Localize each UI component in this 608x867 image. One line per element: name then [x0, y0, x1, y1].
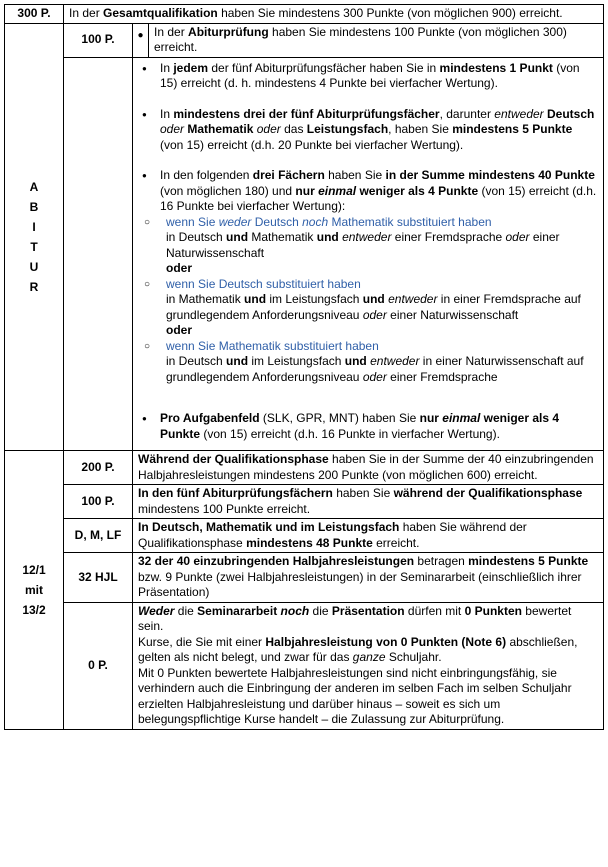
row-gesamtqualifikation: [5, 5, 604, 24]
abitur-details-cell: [133, 57, 604, 451]
para-kurse-0-punkte: Kurse, die Sie mit einer Halbjahresleistung von 0 Punkten (Note 6) abschließen, gelten als nicht belegt, und zwar für das ganze Schuljahr.: [138, 634, 578, 664]
label-0p: 0 P.: [64, 602, 133, 729]
option-mathematik-substituiert: ○ wenn Sie Mathematik substituiert haben in Deutsch und im Leistungsfach und entweder in einer Naturwissenschaft auf grundlegendem Anforderungsniveau oder einer Fremdsprache: [138, 339, 598, 386]
abitur-side-label: A B I T U R: [5, 23, 64, 451]
label-200p: 200 P.: [64, 451, 133, 485]
row-qphase-200p: [5, 451, 604, 485]
empty-label-cell: [64, 57, 133, 451]
list-item-min-1-punkt: ● In jedem der fünf Abiturprüfungsfächer haben Sie in mindestens 1 Punkt (von 15) erreicht (d. h. mindestens 4 Punkte bei vierfacher Wertung).: [138, 61, 598, 92]
text-abiturpruefung: In der Abiturprüfung haben Sie mindestens 100 Punkte (von möglichen 300) erreicht.: [149, 23, 604, 57]
bullet-marker: ●: [133, 23, 149, 57]
row-qphase-dml: [5, 519, 604, 553]
list-item-aufgabenfeld: ● Pro Aufgabenfeld (SLK, GPR, MNT) haben Sie nur einmal weniger als 4 Punkte (von 15) erreicht (d.h. 16 Punkte in vierfacher Wertung).: [138, 411, 598, 442]
label-d-m-lf: D, M, LF: [64, 519, 133, 553]
text-200p: Während der Qualifikationsphase haben Sie in der Summe der 40 einzubringenden Halbjahresleistungen mindestens 200 Punkte (von möglichen 600) erreicht.: [133, 451, 604, 485]
row-abitur-details: [5, 57, 604, 451]
row-abitur-100p: [5, 23, 604, 57]
label-qphase-100p: 100 P.: [64, 485, 133, 519]
row-qphase-100p: [5, 485, 604, 519]
label-300p: 300 P.: [5, 5, 64, 24]
para-einbringung: Mit 0 Punkten bewertete Halbjahresleistungen sind nicht einbringungsfähig, sie verhindern auch die Einbringung der anderen im selben Fach im selben Schuljahr erzielten Halbjahresleistung und darüber hinaus – soweit es sich um belegungspflichtige Kurse handelt – die Zulassung zur Abiturprüfung.: [138, 665, 572, 726]
requirements-table: [4, 4, 604, 730]
text-gesamtqualifikation: In der Gesamtqualifikation haben Sie mindestens 300 Punkte (von möglichen 900) erreicht.: [64, 5, 604, 24]
label-abitur-100p: 100 P.: [64, 23, 133, 57]
label-32-hjl: 32 HJL: [64, 553, 133, 603]
para-seminararbeit: Weder die Seminararbeit noch die Präsentation dürfen mit 0 Punkten bewertet sein.: [138, 603, 572, 633]
text-32-hjl: 32 der 40 einzubringenden Halbjahresleistungen betragen mindestens 5 Punkte bzw. 9 Punkte (zwei Halbjahresleistungen) in der Seminararbeit (einschließlich ihrer Präsentation): [133, 553, 604, 603]
text-d-m-lf: In Deutsch, Mathematik und im Leistungsfach haben Sie während der Qualifikationsphase mindestens 48 Punkte erreicht.: [133, 519, 604, 553]
text-0p: [133, 602, 604, 729]
row-qphase-0p: [5, 602, 604, 729]
list-item-drei-faecher: ● In den folgenden drei Fächern haben Sie in der Summe mindestens 40 Punkte (von möglichen 180) und nur einmal weniger als 4 Punkte (von 15) erreicht (d.h. 16 Punkte bei vierfacher Wertung): ○ wenn Sie weder Deutsch noch Mathematik substituiert haben in Deutsch und Mathematik und entweder einer Fremdsprache oder einer Naturwissenschaft oder ○ wenn Sie Deutsch substituiert haben in Mathematik und im Leistungsfach und entweder in einer Fremdsprache auf grundlegendem Anforderungsniveau oder einer Naturwissenschaft oder ○ wenn Sie Mathematik substituiert haben in Deutsch und im Leistungsfach und entweder in einer Naturwissenschaft auf grundlegendem Anforderungsniveau oder einer Fremdsprache: [138, 168, 598, 385]
row-qphase-32hjl: [5, 553, 604, 603]
text-qphase-100p: In den fünf Abiturprüfungsfächern haben Sie während der Qualifikationsphase mindestens 100 Punkte erreicht.: [133, 485, 604, 519]
list-item-min-5-punkte: ● In mindestens drei der fünf Abiturprüfungsfächer, darunter entweder Deutsch oder Mathematik oder das Leistungsfach, haben Sie mindestens 5 Punkte (von 15) erreicht (d.h. 20 Punkte bei vierfacher Wertung).: [138, 107, 598, 154]
qphase-side-label: 12/1 mit 13/2: [5, 451, 64, 730]
option-deutsch-substituiert: ○ wenn Sie Deutsch substituiert haben in Mathematik und im Leistungsfach und entweder in einer Fremdsprache auf grundlegendem Anforderungsniveau oder einer Naturwissenschaft oder: [138, 277, 598, 339]
option-keine-substitution: ○ wenn Sie weder Deutsch noch Mathematik substituiert haben in Deutsch und Mathematik und entweder einer Fremdsprache oder einer Naturwissenschaft oder: [138, 215, 598, 277]
